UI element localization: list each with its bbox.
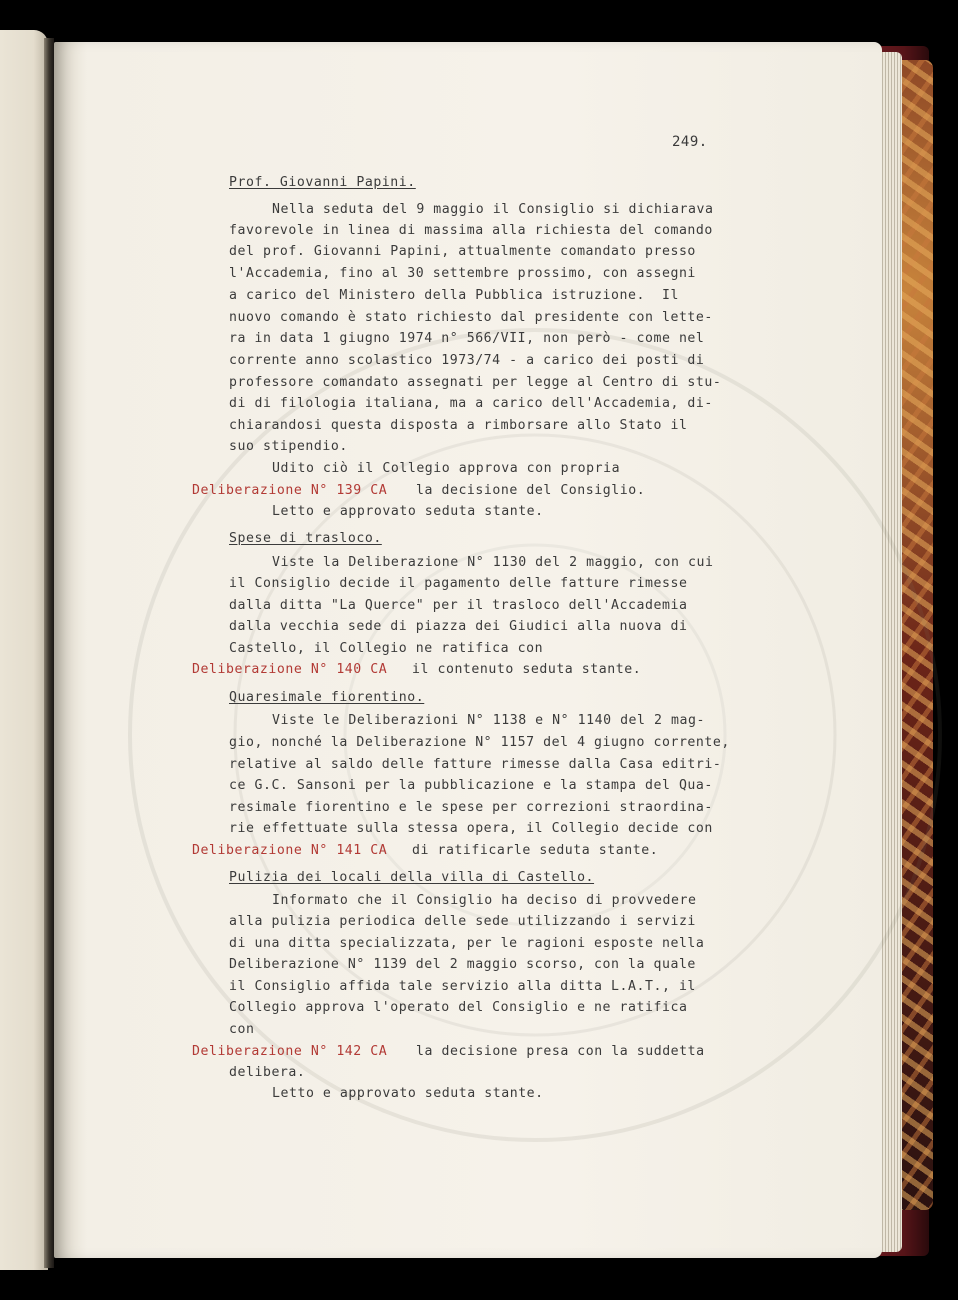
text-line: favorevole in linea di massima alla richiesta del comando bbox=[229, 223, 713, 238]
text-line: Udito ciò il Collegio approva con propria bbox=[272, 461, 621, 476]
text-line: dalla vecchia sede di piazza dei Giudici alla nuova di bbox=[229, 619, 688, 634]
text-line: Collegio approva l'operato del Consiglio e ne ratifica bbox=[229, 1000, 688, 1015]
deliberation-number: Deliberazione N° 140 CA bbox=[192, 662, 388, 677]
text-line: di di filologia italiana, ma a carico dell'Accademia, di- bbox=[229, 396, 713, 411]
text-line: Viste le Deliberazioni N° 1138 e N° 1140 del 2 mag- bbox=[272, 713, 705, 728]
left-page-edge bbox=[0, 30, 48, 1270]
text-line: con bbox=[229, 1022, 255, 1037]
text-line: Nella seduta del 9 maggio il Consiglio si dichiarava bbox=[272, 202, 714, 217]
text-line: corrente anno scolastico 1973/74 - a carico dei posti di bbox=[229, 353, 705, 368]
section-heading: Spese di trasloco. bbox=[229, 531, 382, 546]
text-line: delibera. bbox=[229, 1065, 306, 1080]
text-line: il Consiglio affida tale servizio alla ditta L.A.T., il bbox=[229, 979, 696, 994]
deliberation-number: Deliberazione N° 139 CA bbox=[192, 483, 388, 498]
text-line: rie effettuate sulla stessa opera, il Collegio decide con bbox=[229, 821, 713, 836]
text-line: Viste la Deliberazione N° 1130 del 2 maggio, con cui bbox=[272, 555, 714, 570]
text-line: Informato che il Consiglio ha deciso di provvedere bbox=[272, 893, 697, 908]
text-line: ra in data 1 giugno 1974 n° 566/VII, non però - come nel bbox=[229, 331, 705, 346]
text-line: Letto e approvato seduta stante. bbox=[272, 504, 544, 519]
text-line: dalla ditta "La Querce" per il trasloco dell'Accademia bbox=[229, 598, 688, 613]
text-line: alla pulizia periodica delle sede utilizzando i servizi bbox=[229, 914, 696, 929]
book-gutter bbox=[44, 38, 54, 1268]
text-line: suo stipendio. bbox=[229, 439, 348, 454]
text-line: a carico del Ministero della Pubblica istruzione. Il bbox=[229, 288, 679, 303]
text-line: la decisione del Consiglio. bbox=[416, 483, 646, 498]
deliberation-number: Deliberazione N° 142 CA bbox=[192, 1044, 388, 1059]
text-line: il contenuto seduta stante. bbox=[412, 662, 642, 677]
text-line: resimale fiorentino e le spese per correzioni straordina- bbox=[229, 800, 713, 815]
text-line: l'Accademia, fino al 30 settembre prossimo, con assegni bbox=[229, 266, 696, 281]
text-line: di una ditta specializzata, per le ragioni esposte nella bbox=[229, 936, 705, 951]
section-heading: Prof. Giovanni Papini. bbox=[229, 175, 416, 190]
page-number: 249. bbox=[672, 134, 708, 150]
text-line: gio, nonché la Deliberazione N° 1157 del 4 giugno corrente, bbox=[229, 735, 730, 750]
text-line: la decisione presa con la suddetta bbox=[416, 1044, 705, 1059]
text-line: del prof. Giovanni Papini, attualmente comandato presso bbox=[229, 244, 696, 259]
section-heading: Quaresimale fiorentino. bbox=[229, 690, 425, 705]
section-heading: Pulizia dei locali della villa di Castello. bbox=[229, 870, 595, 885]
text-line: professore comandato assegnati per legge al Centro di stu- bbox=[229, 375, 722, 390]
text-line: il Consiglio decide il pagamento delle fatture rimesse bbox=[229, 576, 688, 591]
deliberation-number: Deliberazione N° 141 CA bbox=[192, 843, 388, 858]
text-line: Deliberazione N° 1139 del 2 maggio scorso, con la quale bbox=[229, 957, 696, 972]
text-line: ce G.C. Sansoni per la pubblicazione e la stampa del Qua- bbox=[229, 778, 713, 793]
text-line: Letto e approvato seduta stante. bbox=[272, 1086, 544, 1101]
text-line: Castello, il Collegio ne ratifica con bbox=[229, 641, 544, 656]
text-line: chiarandosi questa disposta a rimborsare allo Stato il bbox=[229, 418, 688, 433]
text-line: di ratificarle seduta stante. bbox=[412, 843, 659, 858]
text-line: nuovo comando è stato richiesto dal presidente con lette- bbox=[229, 310, 713, 325]
text-line: relative al saldo delle fatture rimesse dalla Casa editri- bbox=[229, 757, 722, 772]
